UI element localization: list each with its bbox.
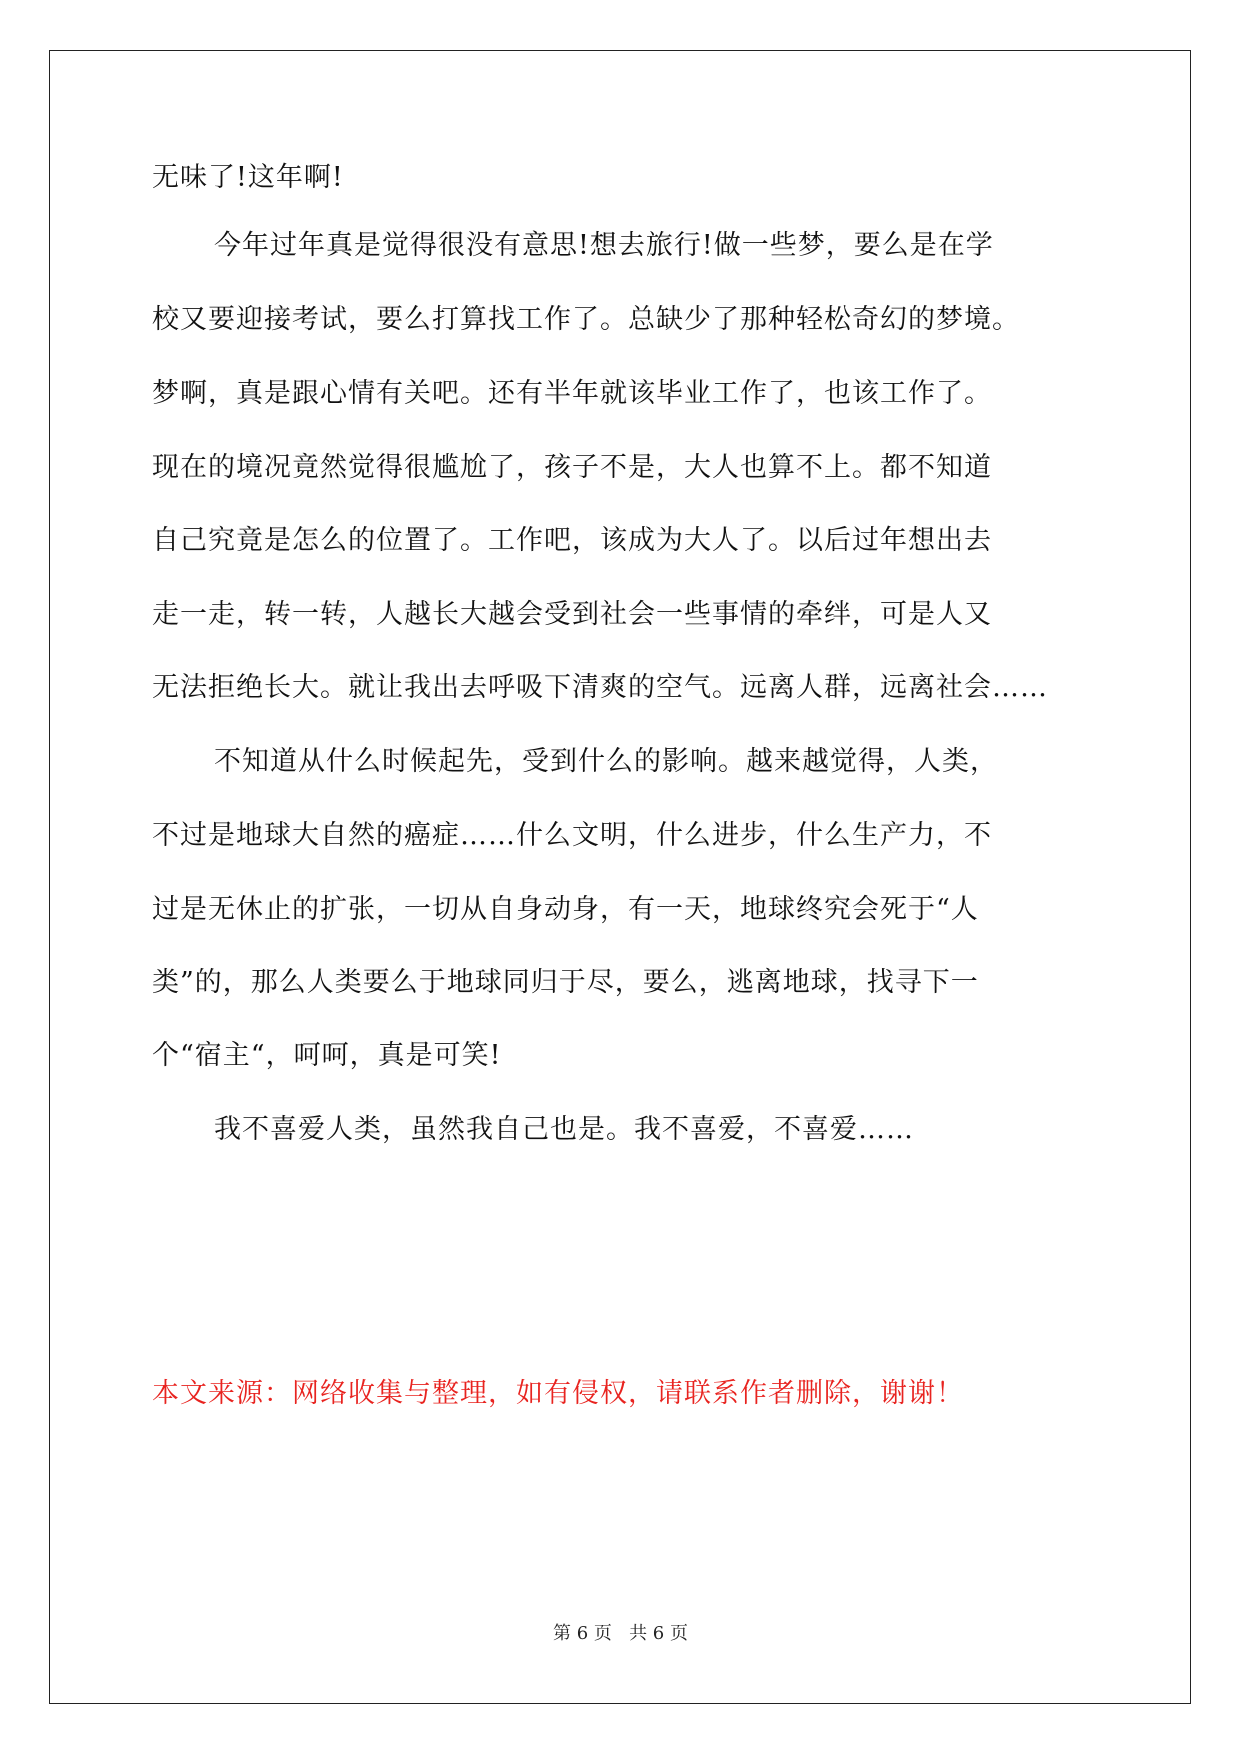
text-line: 不知道从什么时候起先，受到什么的影响。越来越觉得，人类，	[214, 746, 998, 777]
text-line: 现在的境况竟然觉得很尴尬了，孩子不是，大人也算不上。都不知道	[152, 452, 992, 483]
text-line: 无味了!这年啊!	[152, 162, 344, 193]
page-number: 第 6 页 共 6 页	[553, 1623, 688, 1644]
text-line: 自己究竟是怎么的位置了。工作吧，该成为大人了。以后过年想出去	[152, 525, 992, 556]
text-line: 无法拒绝长大。就让我出去呼吸下清爽的空气。远离人群，远离社会……	[152, 672, 1048, 703]
text-line: 过是无休止的扩张，一切从自身动身，有一天，地球终究会死于“人	[152, 894, 979, 925]
text-line: 个“宿主“，呵呵，真是可笑!	[152, 1040, 502, 1071]
page-footer	[0, 1622, 1241, 1646]
text-line: 我不喜爱人类，虽然我自己也是。我不喜爱，不喜爱……	[214, 1114, 914, 1145]
text-line: 走一走，转一转，人越长大越会受到社会一些事情的牵绊，可是人又	[152, 599, 992, 630]
text-line: 今年过年真是觉得很没有意思!想去旅行!做一些梦，要么是在学	[214, 230, 994, 261]
text-line: 梦啊，真是跟心情有关吧。还有半年就该毕业工作了，也该工作了。	[152, 378, 992, 409]
text-line: 不过是地球大自然的癌症……什么文明，什么进步，什么生产力，不	[152, 820, 992, 851]
text-line: 类”的，那么人类要么于地球同归于尽，要么，逃离地球，找寻下一	[152, 967, 979, 998]
text-line: 校又要迎接考试，要么打算找工作了。总缺少了那种轻松奇幻的梦境。	[152, 304, 1020, 335]
page-frame	[49, 50, 1191, 1704]
source-note: 本文来源：网络收集与整理，如有侵权，请联系作者删除，谢谢！	[152, 1378, 964, 1409]
